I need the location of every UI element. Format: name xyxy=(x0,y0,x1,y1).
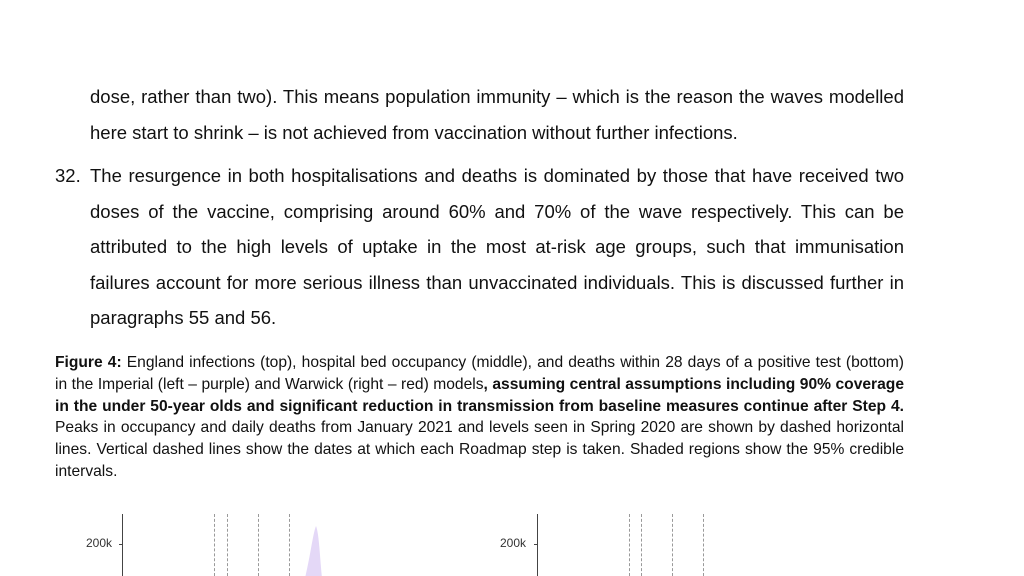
figure-4 xyxy=(0,508,1024,576)
figure-caption-text: England infections (top), hospital bed occupancy (middle), and deaths within 28 days of a positive test (bottom) in the Imperial (left – purple) and Warwick (right – red) models xyxy=(55,354,904,393)
left-step-line-2 xyxy=(227,514,228,576)
right-step-line-1 xyxy=(629,514,630,576)
right-step-line-4 xyxy=(703,514,704,576)
figure-caption-bold-text: , assuming central assumptions including 90% coverage in the under 50-year olds and significant reduction in transmission from baseline measures continue after Step 4. xyxy=(55,375,904,415)
left-step-line-1 xyxy=(214,514,215,576)
paragraph-continuation: dose, rather than two). This means population immunity – which is the reason the waves modelled here start to shrink – is not achieved from vaccination without further infections. xyxy=(90,86,904,143)
right-y-tick-label: 200k xyxy=(500,536,527,550)
paragraph-text: The resurgence in both hospitalisations and deaths is dominated by those that have received two doses of the vaccine, comprising around 60% and 70% of the wave respectively. This can be attributed to the high levels of uptake in the most at-risk age groups, such that immunisation failures account for more serious illness than unvaccinated individuals. This is discussed further in paragraphs 55 and 56. xyxy=(90,165,904,328)
left-step-line-4 xyxy=(289,514,290,576)
left-band-shape xyxy=(305,526,322,576)
figure-caption xyxy=(55,352,904,483)
left-y-tick xyxy=(119,544,123,545)
paragraph-32 xyxy=(55,158,904,336)
right-y-tick xyxy=(534,544,538,545)
figure-caption-label: Figure 4: xyxy=(55,354,122,371)
right-step-line-2 xyxy=(641,514,642,576)
right-y-axis xyxy=(537,514,538,576)
figure-caption-text-2: Peaks in occupancy and daily deaths from January 2021 and levels seen in Spring 2020 are shown by dashed horizontal lines. Vertical dashed lines show the dates at which each Roadmap step is taken. Shaded regions show the 95% credible intervals. xyxy=(55,419,904,480)
left-step-line-3 xyxy=(258,514,259,576)
left-y-axis xyxy=(122,514,123,576)
paragraph-number: 32. xyxy=(55,165,81,186)
left-credible-interval-band xyxy=(300,518,330,576)
left-y-tick-label: 200k xyxy=(86,536,113,550)
right-step-line-3 xyxy=(672,514,673,576)
